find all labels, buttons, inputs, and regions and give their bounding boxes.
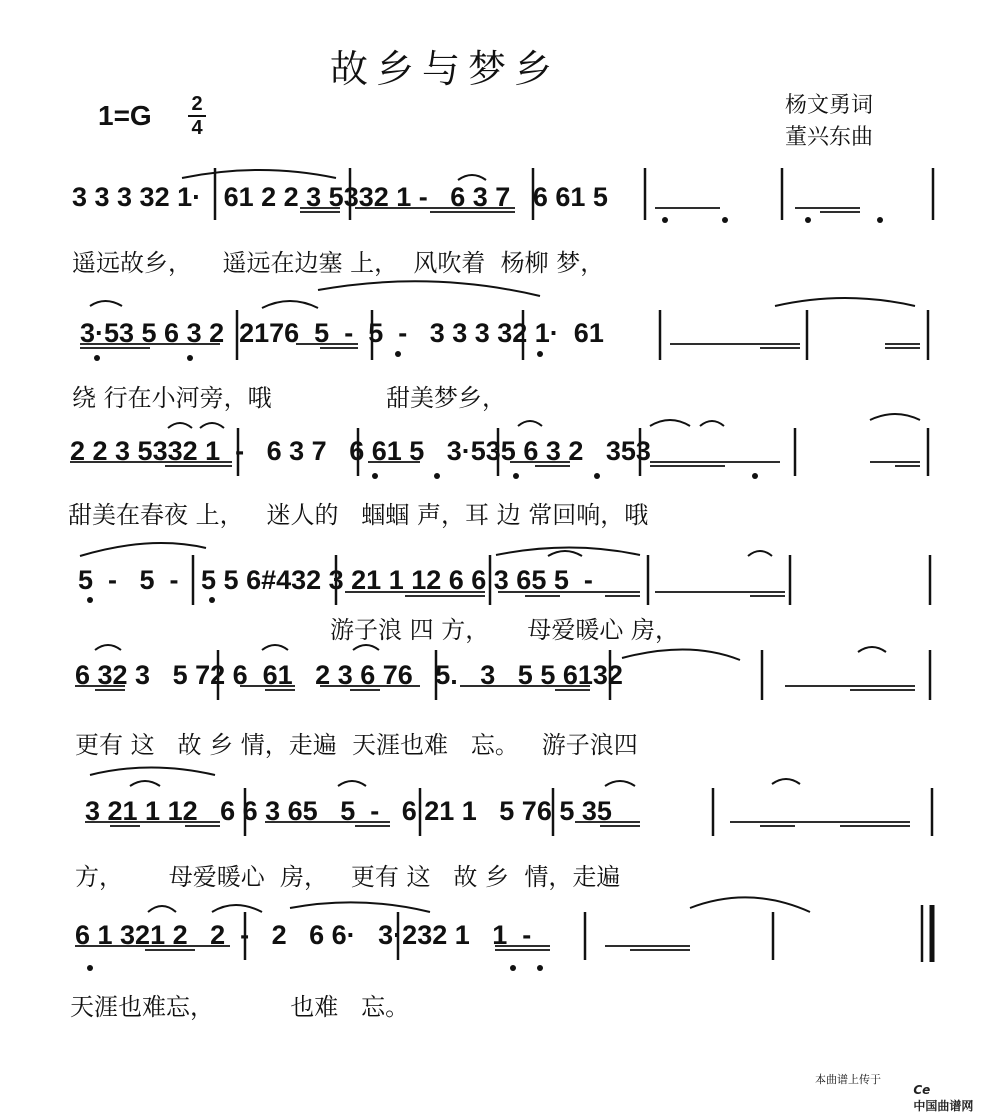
upload-note: 本曲谱上传于 xyxy=(815,1073,881,1086)
lyrics-line-5: 更有 这 故 乡 情，走遍 天涯也难 忘。 游子浪四 xyxy=(75,731,638,759)
site-logo[interactable] xyxy=(905,1069,973,1114)
lyrics-line-6: 方， 母爱暖心 房， 更有 这 故 乡 情，走遍 xyxy=(75,863,621,891)
notation-line-2: 3·53 5 6 3 2 2176 5 - 5 - 3 3 3 32 1· 61 xyxy=(80,318,604,348)
lyrics-line-2: 绕 行在小河旁，哦 甜美梦乡， xyxy=(72,384,507,412)
notation-line-3: 2 2 3 5332 1 - 6 3 7 6 61 5 3·535 6 3 2 353 xyxy=(70,436,651,466)
lyrics-line-1: 遥远故乡， 遥远在边塞 上， 风吹着 杨柳 梦， xyxy=(72,249,605,277)
lyricist-credit: 杨文勇词 xyxy=(785,93,874,118)
notation-line-1: 3 3 3 32 1· 61 2 2 3 5332 1 - 6 3 7 6 61 5 xyxy=(72,182,608,212)
lyrics-line-4: 游子浪 四 方， 母爱暖心 房， xyxy=(330,616,680,644)
site-logo-mark: Ce xyxy=(913,1083,931,1097)
lyrics-line-7: 天涯也难忘， 也难 忘。 xyxy=(70,993,410,1021)
lyrics-line-3: 甜美在春夜 上， 迷人的 蝈蝈 声，耳 边 常回响，哦 xyxy=(68,501,649,529)
time-bottom: 4 xyxy=(191,117,203,139)
notation-line-4: 5 - 5 - 5 5 6#432 3 21 1 12 6 6 3 65 5 - xyxy=(78,565,593,595)
composer-credit: 董兴东曲 xyxy=(785,125,874,150)
time-top: 2 xyxy=(191,93,203,115)
score-title: 故乡与梦乡 xyxy=(330,47,561,91)
key-signature: 1=G xyxy=(98,100,152,131)
notation-line-6: 3 21 1 12 6 6 3 65 5 - 6 21 1 5 76 5 35 xyxy=(85,796,612,826)
notation-line-5: 6 32 3 5 72 6 61 2 3 6 76 5. 3 5 5 6132 xyxy=(75,660,623,690)
site-name: 中国曲谱网 xyxy=(913,1099,974,1113)
notation-line-7: 6 1 321 2 2 - 2 6 6· 3·232 1 1 - xyxy=(75,920,532,950)
